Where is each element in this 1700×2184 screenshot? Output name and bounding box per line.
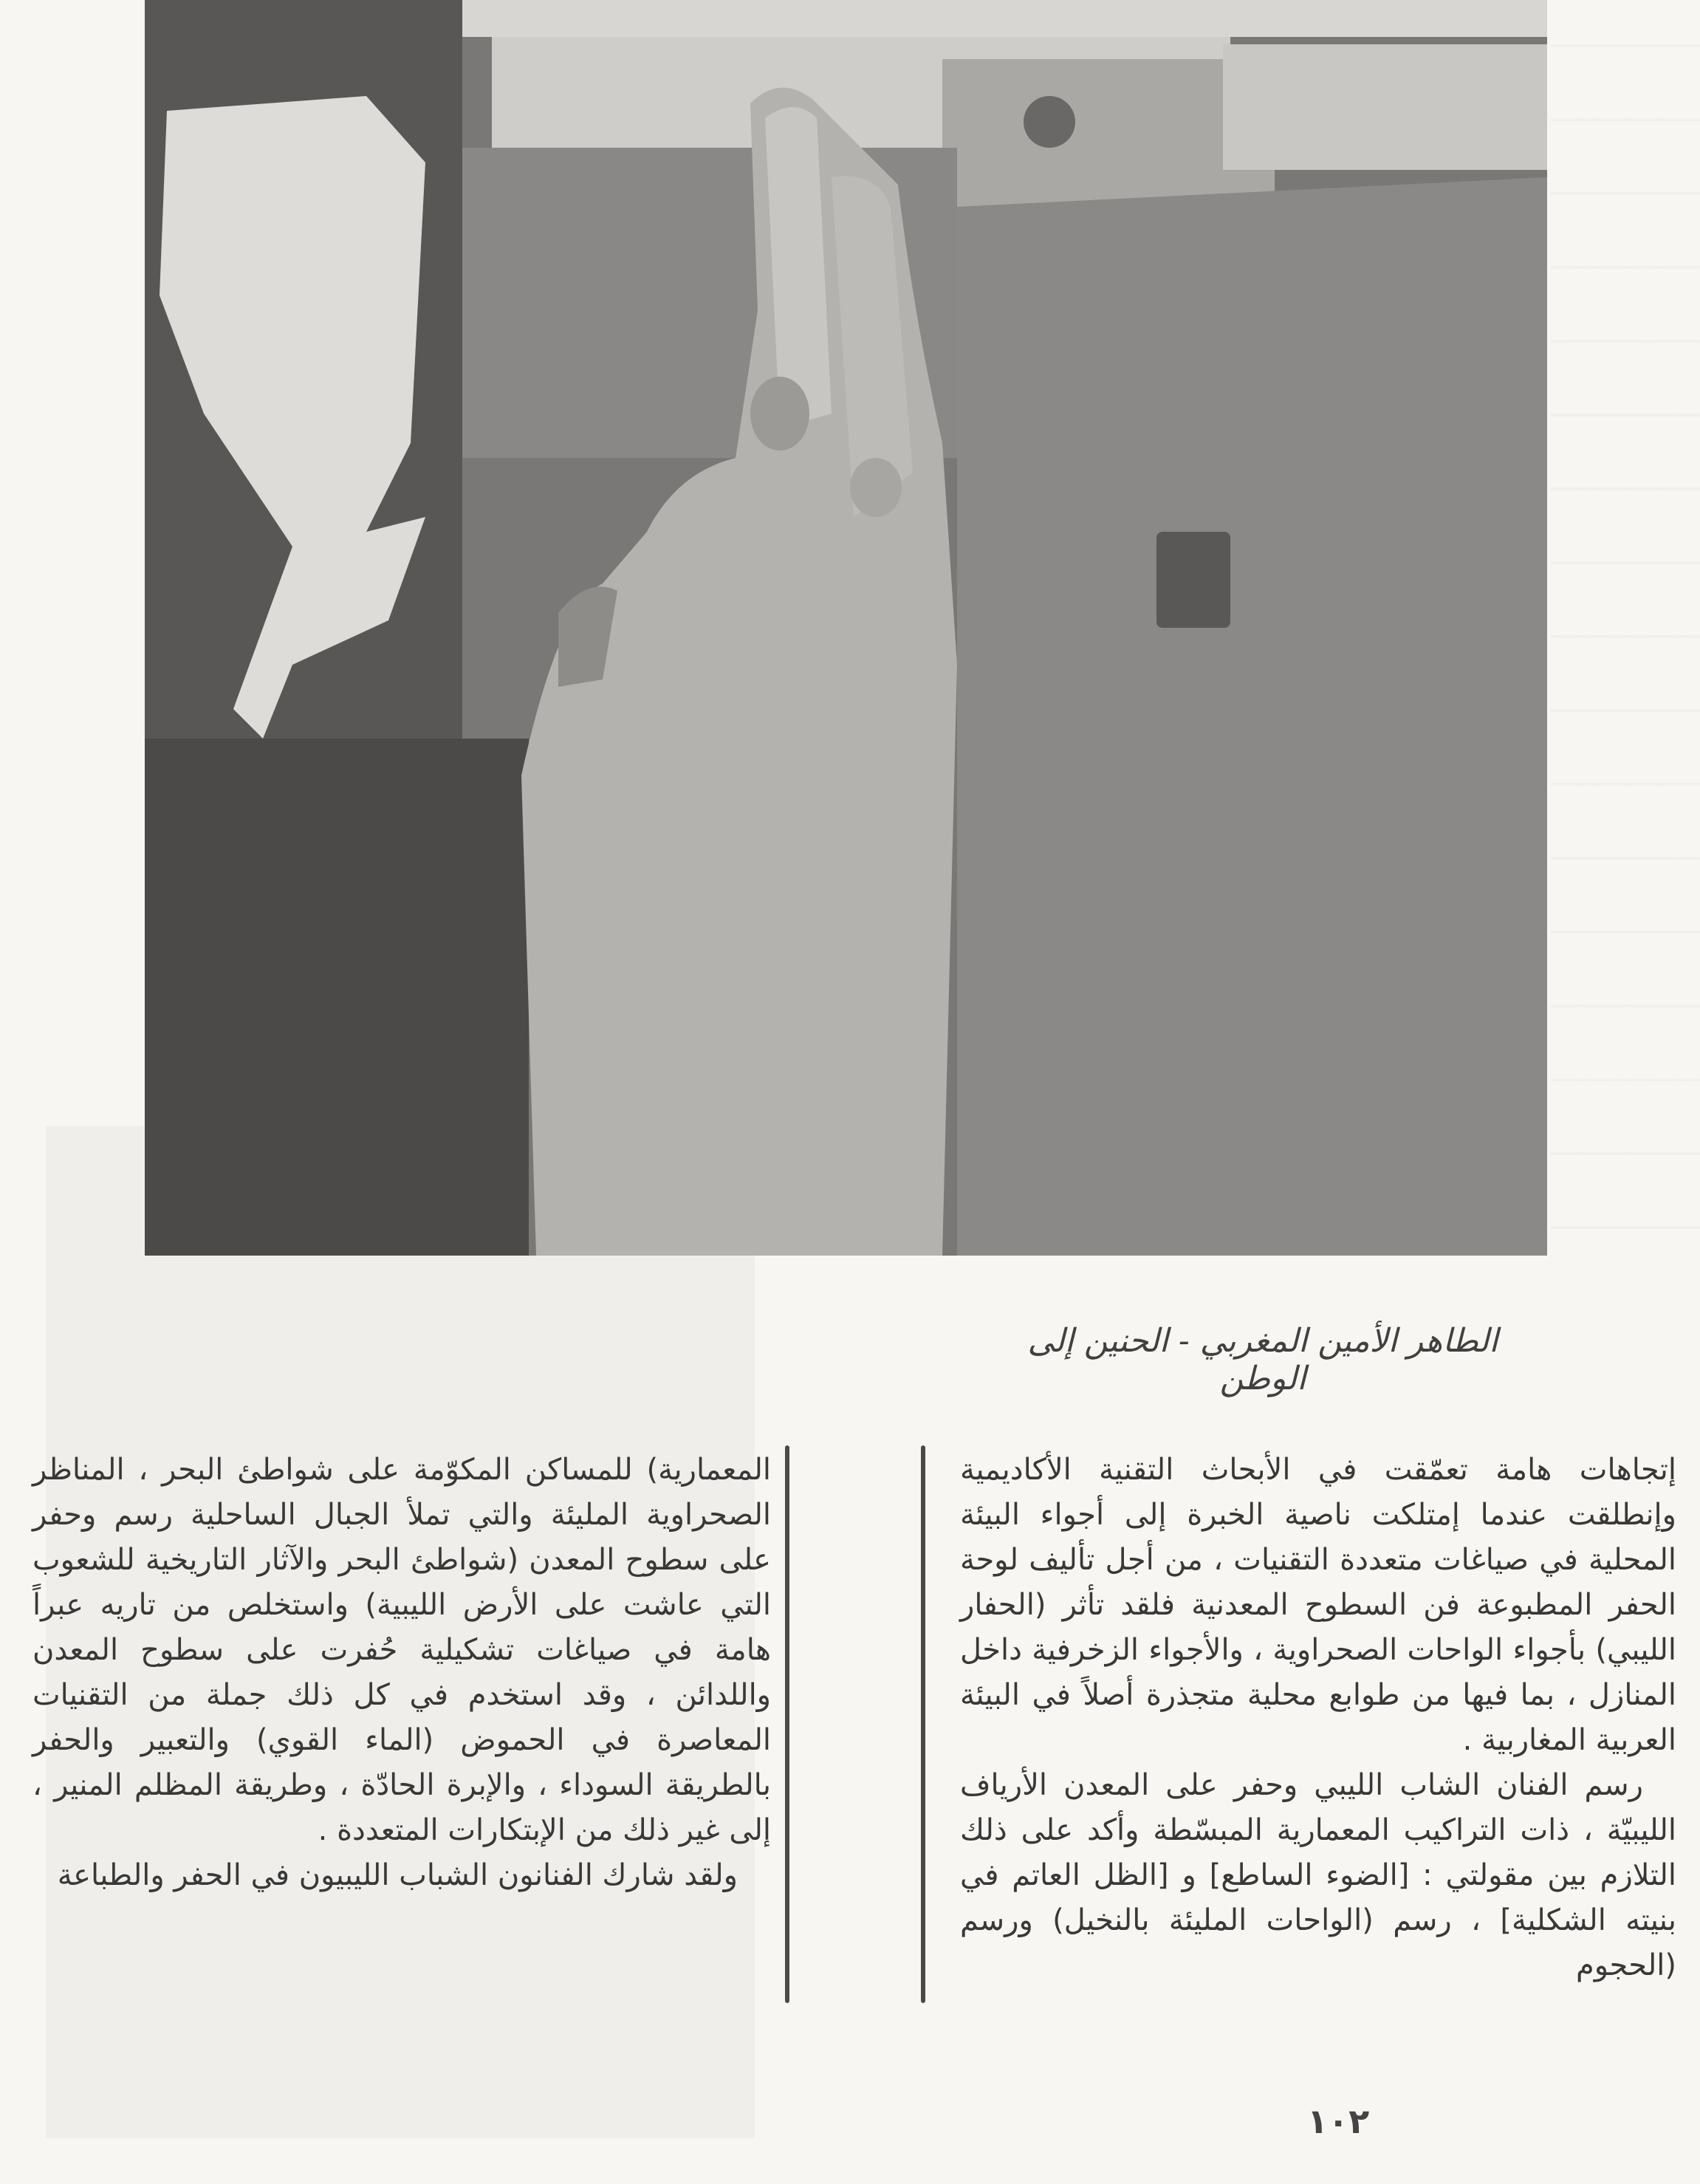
show-through-text (1551, 0, 1700, 1256)
paragraph: المعمارية) للمساكن المكوّمة على شواطئ البحر ، المناظر الصحراوية المليئة والتي تملأ الجبال الساحلية رسم وحفر على سطوح المعدن (شواطئ البحر والآثار التاريخية للشعوب التي عاشت على الأرض الليبية) واستخلص من تاريه عبراً هامة في صياغات تشكيلية حُفرت على سطوح المعدن واللدائن ، وقد استخدم في كل ذلك جملة من التقنيات المعاصرة في الحموض (الماء القوي) والتعبير والحفر بالطريقة السوداء ، والإبرة الحادّة ، وطريقة المظلم المنير ، إلى غير ذلك من الإبتكارات المتعددة . (32, 1453, 771, 1847)
paragraph: إتجاهات هامة تعمّقت في الأبحاث التقنية الأكاديمية وإنطلقت عندما إمتلكت ناصية الخبرة إلى أجواء البيئة المحلية في صياغات متعددة التقنيات ، من أجل تأليف لوحة الحفر المطبوعة فن السطوح المعدنية فلقد تأثر (الحفار الليبي) بأجواء الواحات الصحراوية ، والأجواء الزخرفية داخل المنازل ، بما فيها من طوابع محلية متجذرة أصلاً في البيئة العربية المغاربية . (960, 1453, 1676, 1757)
paragraph: رسم الفنان الشاب الليبي وحفر على المعدن الأرياف الليبيّة ، ذات التراكيب المعمارية المبسّطة وأكد على ذلك التلازم بين مقولتي : [الضوء الساطع] و [الظل العاتم في بنيته الشكلية] ، رسم (الواحات المليئة بالنخيل) ورسم (الحجوم (960, 1768, 1676, 1982)
article-column-right (960, 1448, 1676, 1988)
column-divider (921, 1445, 925, 2003)
page-number: ١٠٢ (1307, 2101, 1370, 2141)
painting-image (145, 0, 1547, 1256)
artwork-caption: الطاهر الأمين المغربي - الحنين إلى الوطن (1027, 1322, 1498, 1397)
column-divider (785, 1445, 789, 2003)
paragraph: ولقد شارك الفنانون الشباب الليبيون في الحفر والطباعة (57, 1858, 738, 1892)
article-column-left (32, 1448, 771, 1898)
hand-painting-illustration (145, 0, 1547, 1256)
